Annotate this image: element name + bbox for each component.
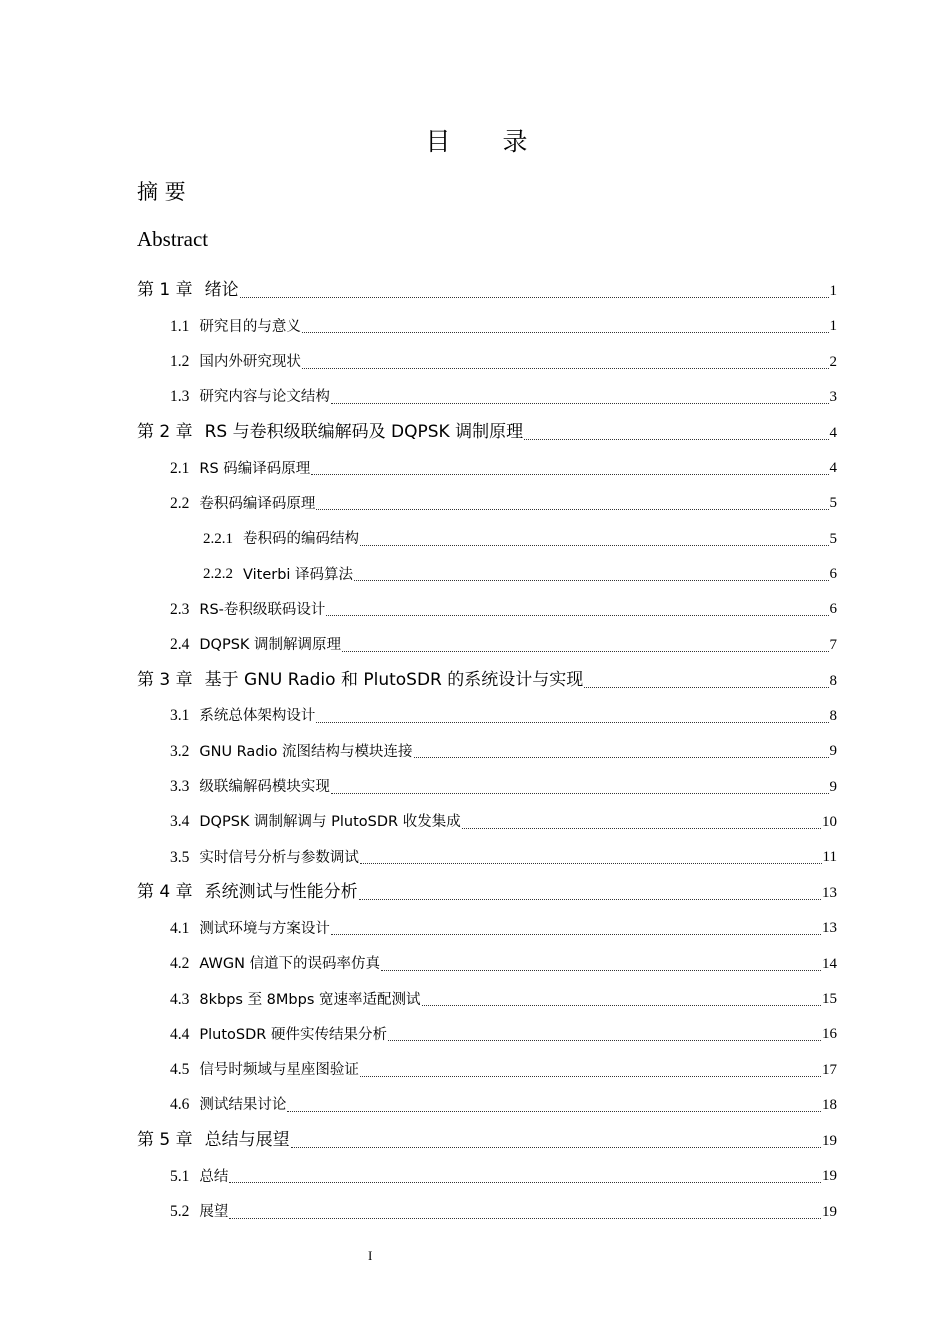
- toc-entry-number: 2.1: [170, 459, 190, 477]
- toc-entry[interactable]: [137, 1015, 837, 1050]
- toc-entry-page: 10: [822, 813, 837, 830]
- toc-entry-page: 9: [829, 778, 837, 795]
- toc-entry-title: 研究目的与意义: [199, 318, 301, 335]
- toc-entry-number: 5.2: [170, 1203, 190, 1221]
- toc-entry-number: 4.6: [170, 1096, 190, 1114]
- toc-entry-page: 7: [829, 636, 837, 653]
- toc-entry-title: 8kbps 至 8Mbps 宽速率适配测试: [199, 991, 421, 1008]
- toc-entry-number: 4.1: [170, 919, 190, 937]
- toc-entry[interactable]: [137, 697, 837, 732]
- toc-dot-leader: [291, 1147, 821, 1148]
- toc-entry-title: GNU Radio 流图结构与模块连接: [199, 743, 413, 760]
- toc-entry-number: 2.4: [170, 636, 190, 654]
- toc-entry[interactable]: [137, 484, 837, 519]
- toc-dot-leader: [462, 828, 821, 829]
- toc-entry[interactable]: [137, 307, 837, 342]
- toc-entry-title: 系统总体架构设计: [199, 708, 316, 725]
- toc-entry-page: 13: [822, 885, 837, 902]
- toc-entry-number: 3.1: [170, 707, 190, 725]
- toc-dot-leader: [316, 509, 828, 510]
- toc-entry-title: DQPSK 调制解调原理: [199, 637, 342, 654]
- toc-entry-number: 第 4 章: [137, 882, 193, 903]
- toc-title: 目 录: [425, 127, 550, 156]
- toc-entry-number: 1.1: [170, 317, 190, 335]
- toc-entry-title: 绪论: [204, 280, 239, 300]
- toc-entry-page: 4: [829, 424, 837, 441]
- toc-entry[interactable]: [137, 1050, 837, 1085]
- toc-entry-number: 第 5 章: [137, 1129, 193, 1150]
- toc-dot-leader: [354, 580, 828, 581]
- toc-entry-page: 1: [829, 318, 837, 335]
- toc-dot-leader: [342, 651, 828, 652]
- toc-entry-number: 4.5: [170, 1061, 190, 1079]
- toc-entry[interactable]: [137, 625, 837, 660]
- toc-entry-number: 3.4: [170, 813, 190, 831]
- toc-entry-title: 系统测试与性能分析: [204, 882, 358, 903]
- toc-dot-leader: [287, 1111, 821, 1112]
- toc-dot-leader: [316, 722, 828, 723]
- toc-entry[interactable]: [137, 1157, 837, 1192]
- toc-entry-title: 实时信号分析与参数调试: [199, 849, 359, 866]
- toc-dot-leader: [414, 757, 829, 758]
- toc-entry[interactable]: [137, 767, 837, 802]
- toc-entry-number: 4.2: [170, 955, 190, 973]
- toc-dot-leader: [229, 1182, 821, 1183]
- toc-entry-page: 3: [829, 388, 837, 405]
- toc-entry-number: 1.3: [170, 388, 190, 406]
- toc-dot-leader: [229, 1218, 821, 1219]
- toc-dot-leader: [360, 1076, 821, 1077]
- page-number: I: [368, 1248, 373, 1263]
- toc-dot-leader: [311, 474, 828, 475]
- toc-entry-page: 13: [822, 920, 837, 937]
- toc-entry-page: 5: [829, 530, 837, 547]
- toc-entry-number: 4.4: [170, 1025, 190, 1043]
- toc-dot-leader: [240, 297, 829, 298]
- toc-dot-leader: [331, 403, 829, 404]
- toc-entry-page: 9: [829, 743, 837, 760]
- toc-entry[interactable]: [137, 661, 837, 697]
- toc-entry-title: RS-卷积级联码设计: [199, 601, 326, 618]
- toc-entry[interactable]: [137, 980, 837, 1015]
- toc-entry-number: 第 3 章: [137, 669, 193, 690]
- toc-entry[interactable]: [137, 342, 837, 377]
- toc-entry-page: 6: [829, 566, 837, 583]
- toc-dot-leader: [381, 970, 821, 971]
- toc-entry-title: 研究内容与论文结构: [199, 389, 330, 406]
- toc-entry-title: 卷积码的编码结构: [243, 531, 359, 548]
- table-of-contents: [137, 271, 837, 1228]
- toc-dot-leader: [331, 934, 821, 935]
- toc-entry-page: 1: [829, 283, 837, 299]
- toc-entry-page: 2: [829, 353, 837, 370]
- toc-entry-page: 19: [822, 1203, 837, 1220]
- toc-entry-number: 3.3: [170, 778, 190, 796]
- toc-dot-leader: [326, 615, 828, 616]
- toc-entry-number: 5.1: [170, 1167, 190, 1185]
- toc-dot-leader: [302, 368, 829, 369]
- toc-entry-number: 3.2: [170, 742, 190, 760]
- toc-entry-title: 卷积码编译码原理: [199, 495, 316, 512]
- toc-entry-number: 第 2 章: [137, 421, 193, 442]
- toc-entry-title: 展望: [199, 1204, 229, 1221]
- toc-dot-leader: [524, 439, 828, 440]
- toc-dot-leader: [422, 1005, 822, 1006]
- toc-entry[interactable]: [137, 413, 837, 449]
- toc-entry-page: 11: [822, 849, 837, 866]
- toc-entry-page: 6: [829, 601, 837, 618]
- toc-entry-title: DQPSK 调制解调与 PlutoSDR 收发集成: [199, 814, 461, 831]
- toc-entry[interactable]: [137, 271, 837, 307]
- toc-entry-title: AWGN 信道下的误码率仿真: [199, 956, 381, 973]
- toc-entry[interactable]: [137, 838, 837, 873]
- toc-entry-page: 8: [829, 707, 837, 724]
- toc-entry-title: RS 码编译码原理: [199, 460, 311, 477]
- toc-entry[interactable]: [137, 519, 837, 554]
- toc-entry[interactable]: [137, 1121, 837, 1157]
- toc-entry-title: 信号时频域与星座图验证: [199, 1062, 359, 1079]
- toc-entry-title: 基于 GNU Radio 和 PlutoSDR 的系统设计与实现: [204, 669, 584, 690]
- toc-entry-number: 2.3: [170, 600, 190, 618]
- toc-entry-title: 测试环境与方案设计: [199, 920, 330, 937]
- toc-entry-number: 3.5: [170, 848, 190, 866]
- toc-dot-leader: [360, 863, 822, 864]
- toc-entry-page: 4: [829, 460, 837, 477]
- abstract-en-entry[interactable]: Abstract: [137, 227, 209, 251]
- toc-entry-title: Viterbi 译码算法: [243, 566, 354, 583]
- toc-entry-title: 国内外研究现状: [199, 354, 301, 371]
- toc-entry[interactable]: [137, 1086, 837, 1121]
- toc-entry[interactable]: [137, 590, 837, 625]
- toc-entry-page: 16: [822, 1026, 837, 1043]
- toc-entry[interactable]: [137, 873, 837, 909]
- toc-dot-leader: [331, 793, 829, 794]
- toc-entry-title: 级联编解码模块实现: [199, 779, 330, 796]
- toc-entry-number: 1.2: [170, 353, 190, 371]
- toc-dot-leader: [388, 1040, 821, 1041]
- toc-dot-leader: [359, 899, 821, 900]
- toc-entry-number: 2.2.1: [203, 530, 233, 547]
- toc-entry-page: 14: [822, 955, 837, 972]
- toc-dot-leader: [360, 545, 829, 546]
- toc-entry-page: 19: [822, 1132, 837, 1149]
- toc-entry[interactable]: [137, 555, 837, 590]
- toc-entry-number: 4.3: [170, 990, 190, 1008]
- toc-entry-number: 2.2: [170, 494, 190, 512]
- toc-entry-page: 18: [822, 1096, 837, 1113]
- toc-entry-title: RS 与卷积级联编解码及 DQPSK 调制原理: [204, 421, 524, 442]
- toc-entry-page: 8: [829, 672, 837, 689]
- toc-entry[interactable]: [137, 378, 837, 413]
- toc-entry-page: 5: [829, 495, 837, 512]
- toc-dot-leader: [302, 332, 829, 333]
- toc-entry[interactable]: [137, 909, 837, 944]
- toc-entry-title: 测试结果讨论: [199, 1097, 287, 1114]
- toc-entry-title: PlutoSDR 硬件实传结果分析: [199, 1026, 387, 1043]
- toc-entry[interactable]: [137, 944, 837, 979]
- abstract-cn-entry[interactable]: 摘 要: [137, 180, 186, 204]
- toc-entry[interactable]: [137, 803, 837, 838]
- toc-entry-page: 19: [822, 1168, 837, 1185]
- toc-entry[interactable]: [137, 449, 837, 484]
- toc-entry-number: 2.2.2: [203, 566, 233, 583]
- toc-entry-page: 15: [822, 991, 837, 1008]
- toc-entry-number: 第 1 章: [137, 280, 193, 300]
- toc-entry-page: 17: [822, 1061, 837, 1078]
- toc-entry-title: 总结: [199, 1168, 229, 1185]
- toc-entry-title: 总结与展望: [204, 1129, 290, 1150]
- toc-entry[interactable]: [137, 1192, 837, 1227]
- toc-dot-leader: [584, 687, 828, 688]
- toc-entry[interactable]: [137, 732, 837, 767]
